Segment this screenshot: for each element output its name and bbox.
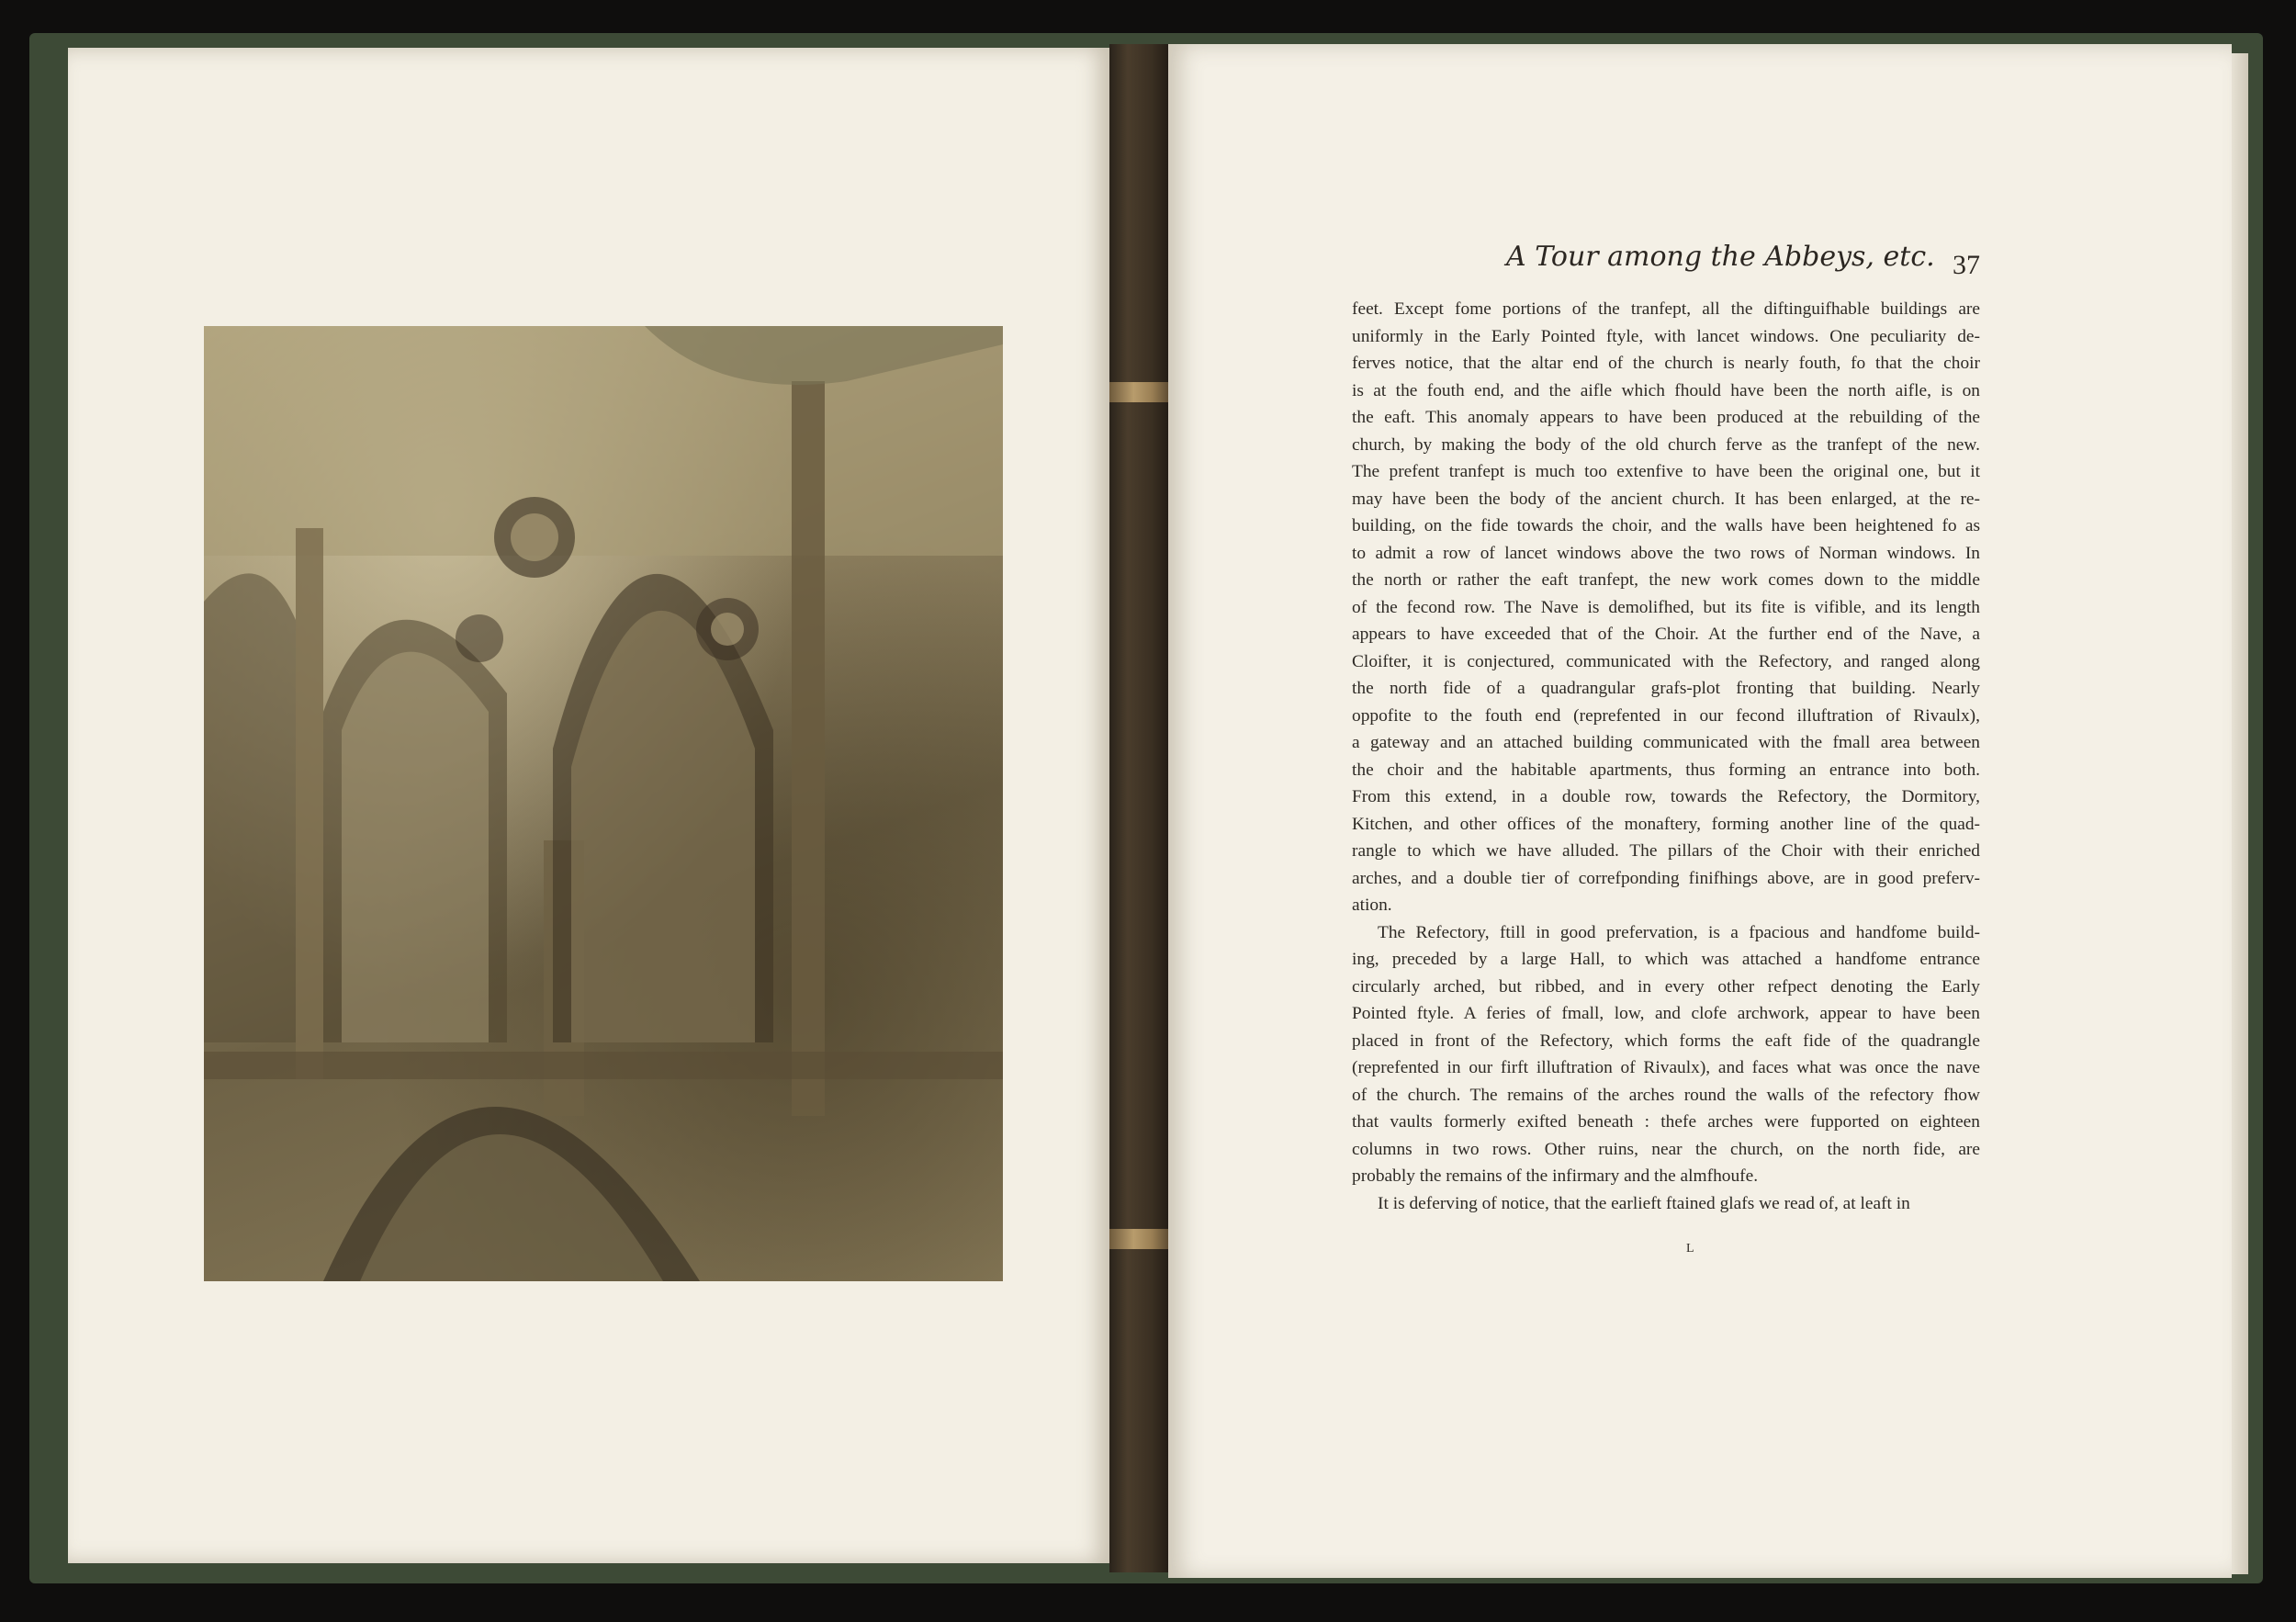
text-line: the eaft. This anomaly appears to have been produced at the rebuilding of the [1352,408,1980,427]
text-line: that vaults formerly exifted beneath : thefe arches were fupported on eighteen [1352,1112,1980,1132]
running-head: A Tour among the Abbeys, etc. [1506,241,1935,273]
text-line: columns in two rows. Other ruins, near the church, on the north fide, are [1352,1139,1980,1159]
text-line: Kitchen, and other offices of the monaftery, forming another line of the quad- [1352,814,1980,834]
text-line: rangle to which we have alluded. The pillars of the Choir with their enriched [1352,841,1980,861]
text-line: placed in front of the Refectory, which forms the eaft fide of the quadrangle [1352,1031,1980,1051]
text-line: is at the fouth end, and the aifle which fhould have been the north aifle, is on [1352,380,1980,400]
text-line: probably the remains of the infirmary and the almfhoufe. [1352,1166,1759,1186]
text-line: of the church. The remains of the arches round the walls of the refectory fhow [1352,1085,1980,1105]
text-line: The prefent tranfept is much too extenfive to have been the original one, but it [1352,462,1980,481]
text-line: may have been the body of the ancient church. It has been enlarged, at the re- [1352,489,1980,509]
text-line: arches, and a double tier of correfponding finifhings above, are in good preferv- [1352,868,1980,888]
body-text [1352,296,1980,1217]
page-edge [2232,53,2248,1574]
text-line: uniformly in the Early Pointed ftyle, with lancet windows. One peculiarity de- [1352,326,1980,346]
text-line: circularly arched, but ribbed, and in every other refpect denoting the Early [1352,976,1980,997]
text-line: Cloifter, it is conjectured, communicated with the Refectory, and ranged along [1352,651,1980,671]
text-line: ation. [1352,895,1392,915]
text-line: of the fecond row. The Nave is demolifhed, but its fite is vifible, and its length [1352,597,1980,617]
book-spine [1109,44,1170,1572]
spine-band [1109,382,1170,402]
text-line: church, by making the body of the old church ferve as the tranfept of the new. [1352,434,1980,455]
spine-band [1109,1229,1170,1249]
signature-mark: L [1686,1242,1694,1256]
photo-illustration-icon [204,326,1003,1281]
text-line: oppofite to the fouth end (reprefented in our fecond illuftration of Rivaulx), [1352,705,1980,726]
text-line: the choir and the habitable apartments, thus forming an entrance into both. [1352,760,1980,780]
page-number: 37 [1953,250,1980,280]
text-line: to admit a row of lancet windows above the two rows of Norman windows. In [1352,543,1980,563]
text-line: the north fide of a quadrangular grafs-plot fronting that building. Nearly [1352,679,1980,698]
text-line: feet. Except fome portions of the tranfept, all the diftinguifhable buildings are [1352,299,1980,319]
text-line: It is deferving of notice, that the earlieft ftained glafs we read of, at leaft in [1378,1193,1910,1213]
text-line: ing, preceded by a large Hall, to which was attached a handfome entrance [1352,950,1980,969]
text-line: building, on the fide towards the choir, and the walls have been heightened fo as [1352,516,1980,535]
text-line: the north or rather the eaft tranfept, the new work comes down to the middle [1352,570,1980,590]
text-line: The Refectory, ftill in good prefervation, is a fpacious and handfome build- [1378,922,1980,942]
text-line: (reprefented in our firft illuftration of Rivaulx), and faces what was once the nave [1352,1058,1980,1077]
text-line: a gateway and an attached building communicated with the fmall area between [1352,733,1980,752]
text-line: appears to have exceeded that of the Choir. At the further end of the Nave, a [1352,625,1980,644]
text-line: ferves notice, that the altar end of the church is nearly fouth, fo that the choir [1352,354,1980,373]
text-line: Pointed ftyle. A feries of fmall, low, and clofe archwork, appear to have been [1352,1004,1980,1023]
text-line: From this extend, in a double row, towards the Refectory, the Dormitory, [1352,787,1980,806]
abbey-arches-photograph [204,326,1003,1281]
